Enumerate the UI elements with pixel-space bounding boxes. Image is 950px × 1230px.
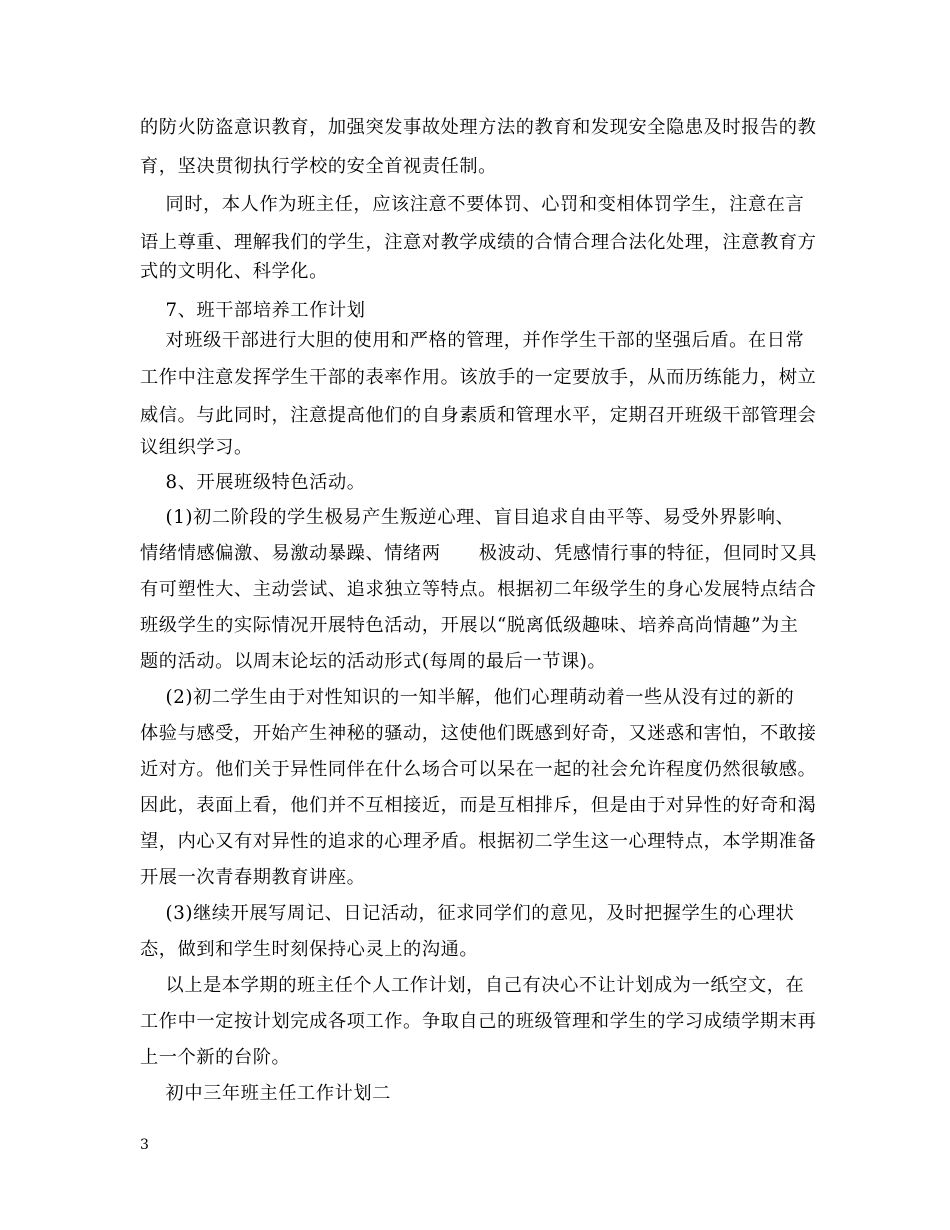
text-line: 因此，表面上看，他们并不互相接近，而是互相排斥，但是由于对异性的好奇和渴 <box>140 795 817 816</box>
text-line: 同时，本人作为班主任，应该注意不要体罚、心罚和变相体罚学生，注意在言 <box>140 194 805 215</box>
section-heading: 8、开展班级特色活动。 <box>140 472 366 493</box>
text-line: 对班级干部进行大胆的使用和严格的管理，并作学生干部的坚强后盾。在日常 <box>140 330 805 351</box>
text-line: 工作中一定按计划完成各项工作。争取自己的班级管理和学生的学习成绩学期末再 <box>140 1011 817 1032</box>
text-line: 上一个新的台阶。 <box>140 1047 291 1068</box>
text-line: 近对方。他们关于异性同伴在什么场合可以呆在一起的社会允许程度仍然很敏感。 <box>140 759 817 780</box>
text-line: (2)初二学生由于对性知识的一知半解，他们心理萌动着一些从没有过的新的 <box>140 687 795 708</box>
text-line: 语上尊重、理解我们的学生，注意对教学成绩的合情合理合法化处理，注意教育方 <box>140 232 817 253</box>
section-heading: 7、班干部培养工作计划 <box>140 300 366 321</box>
text-line: 的防火防盗意识教育，加强突发事故处理方法的教育和发现安全隐患及时报告的教 <box>140 117 817 138</box>
text-line: 望，内心又有对异性的追求的心理矛盾。根据初二学生这一心理特点，本学期准备 <box>140 831 817 852</box>
text-line: 班级学生的实际情况开展特色活动，开展以“脱离低级趣味、培养高尚情趣”为主 <box>140 615 799 636</box>
text-line: (3)继续开展写周记、日记活动，征求同学们的意见，及时把握学生的心理状 <box>140 903 795 924</box>
text-line: 议组织学习。 <box>140 437 253 458</box>
text-line: (1)初二阶段的学生极易产生叛逆心理、盲目追求自由平等、易受外界影响、 <box>140 507 795 528</box>
text-line: 开展一次青春期教育讲座。 <box>140 867 366 888</box>
section-heading: 初中三年班主任工作计划二 <box>140 1083 391 1104</box>
text-line: 式的文明化、科学化。 <box>140 261 328 282</box>
text-line: 有可塑性大、主动尝试、追求独立等特点。根据初二年级学生的身心发展特点结合 <box>140 579 817 600</box>
text-line: 体验与感受，开始产生神秘的骚动，这使他们既感到好奇，又迷惑和害怕，不敢接 <box>140 723 817 744</box>
text-line: 以上是本学期的班主任个人工作计划，自己有决心不让计划成为一纸空文，在 <box>140 975 805 996</box>
text-line: 威信。与此同时，注意提高他们的自身素质和管理水平，定期召开班级干部管理会 <box>140 405 817 426</box>
text-line: 情绪情感偏激、易激动暴躁、情绪两 极波动、凭感情行事的特征，但同时又具 <box>140 543 818 564</box>
page-number: 3 <box>140 1137 149 1153</box>
text-line: 育，坚决贯彻执行学校的安全首视责任制。 <box>140 156 497 177</box>
text-line: 态，做到和学生时刻保持心灵上的沟通。 <box>140 939 479 960</box>
text-line: 题的活动。以周末论坛的活动形式(每周的最后一节课)。 <box>140 651 607 672</box>
text-line: 工作中注意发挥学生干部的表率作用。该放手的一定要放手，从而历练能力，树立 <box>140 367 817 388</box>
